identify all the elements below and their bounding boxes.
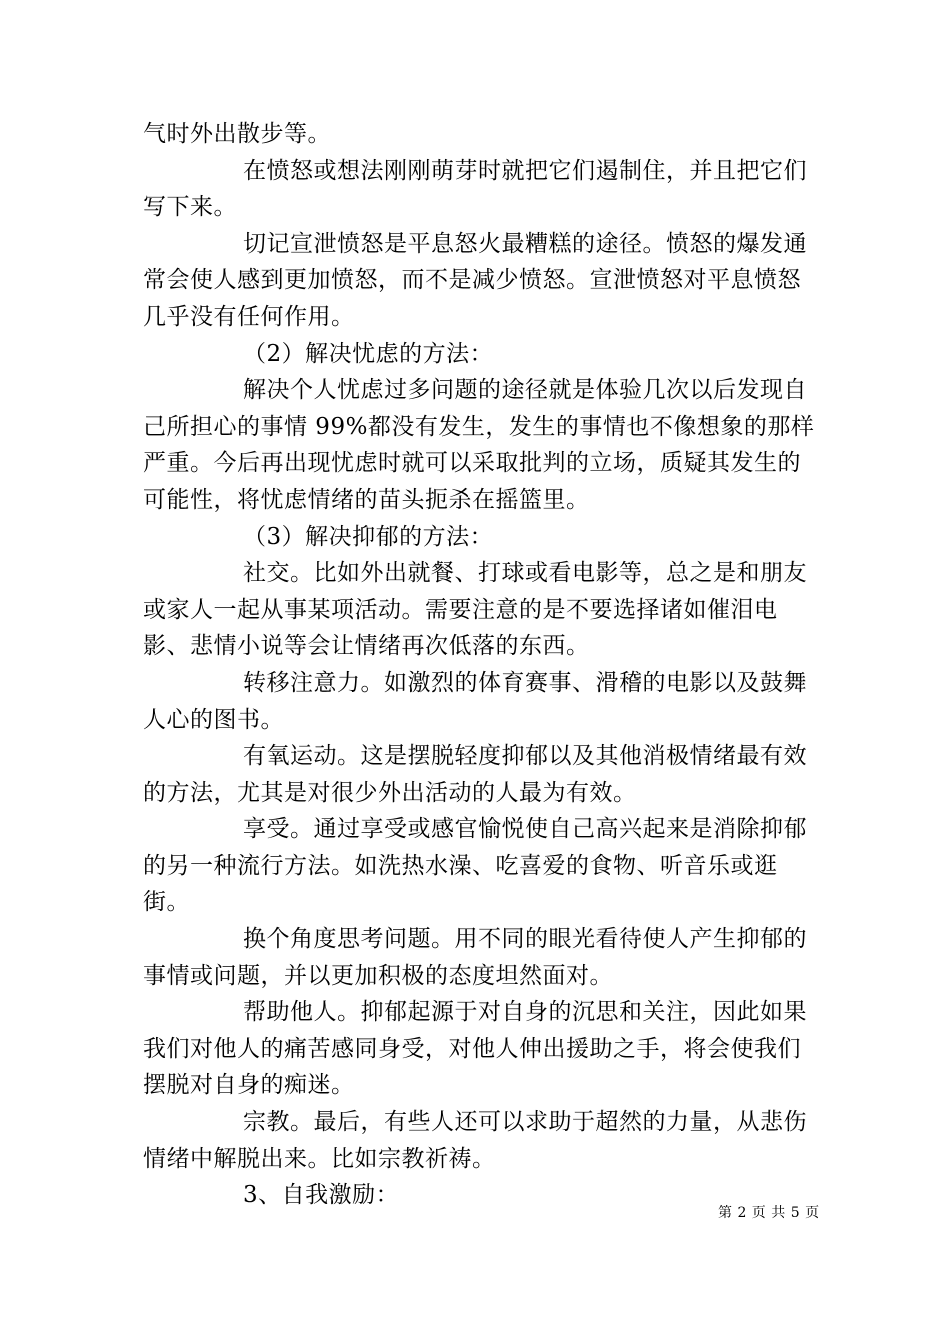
- paragraph: 享受。通过享受或感官愉悦使自己高兴起来是消除抑郁的另一种流行方法。如洗热水澡、吃喜爱的食物、听音乐或逛街。: [143, 816, 807, 916]
- paragraph: 有氧运动。这是摆脱轻度抑郁以及其他消极情绪最有效的方法，尤其是对很少外出活动的人最为有效。: [143, 743, 807, 806]
- section-heading: （3）解决抑郁的方法：: [243, 523, 494, 550]
- paragraph: 社交。比如外出就餐、打球或看电影等，总之是和朋友或家人一起从事某项活动。需要注意的是不要选择诸如催泪电影、悲情小说等会让情绪再次低落的东西。: [143, 560, 807, 660]
- paragraph: 切记宣泄愤怒是平息怒火最糟糕的途径。愤怒的爆发通常会使人感到更加愤怒，而不是减少愤怒。宣泄愤怒对平息愤怒几乎没有任何作用。: [143, 230, 807, 330]
- paragraph: 解决个人忧虑过多问题的途径就是体验几次以后发现自己所担心的事情 99%都没有发生，发生的事情也不像想象的那样严重。今后再出现忧虑时就可以采取批判的立场，质疑其发生的可能性，将忧虑情绪的苗头扼杀在摇篮里。: [143, 377, 815, 513]
- paragraph: 转移注意力。如激烈的体育赛事、滑稽的电影以及鼓舞人心的图书。: [143, 669, 807, 733]
- paragraph: 宗教。最后，有些人还可以求助于超然的力量，从悲伤情绪中解脱出来。比如宗教祈祷。: [143, 1109, 807, 1172]
- paragraph: 换个角度思考问题。用不同的眼光看待使人产生抑郁的事情或问题，并以更加积极的态度坦然面对。: [143, 926, 807, 989]
- section-heading: （2）解决忧虑的方法：: [243, 340, 494, 367]
- body-text: [143, 116, 823, 1214]
- section-heading: 3、自我激励：: [243, 1182, 400, 1209]
- paragraph: 气时外出散步等。: [143, 121, 331, 147]
- page-number: 第 2 页 共 5 页: [718, 1205, 820, 1221]
- paragraph: 帮助他人。抑郁起源于对自身的沉思和关注，因此如果我们对他人的痛苦感同身受，对他人伸出援助之手，将会使我们摆脱对自身的痴迷。: [143, 999, 807, 1099]
- paragraph: 在愤怒或想法刚刚萌芽时就把它们遏制住，并且把它们写下来。: [143, 157, 807, 221]
